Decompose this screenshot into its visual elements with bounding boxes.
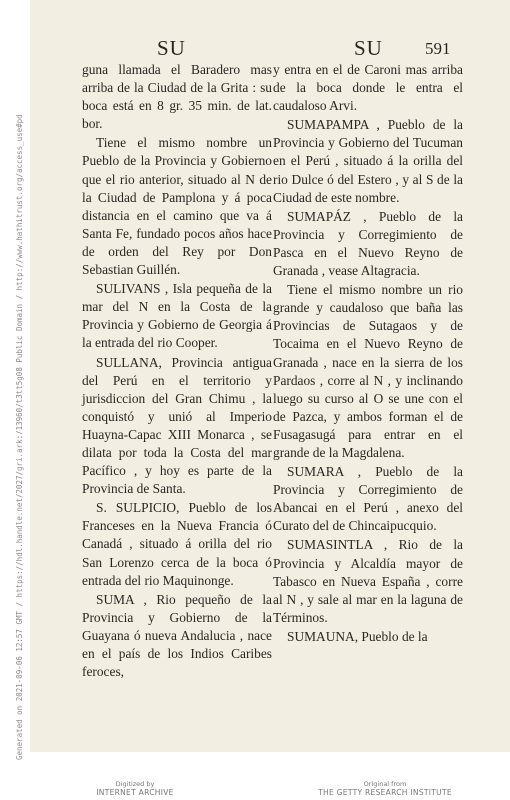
dictionary-paragraph: guna llamada el Baradero mas arriba de la Ciudad de la Grita : su boca está en 8 gr. 35 min. de lat. bor. bbox=[82, 62, 272, 132]
original-from-credit bbox=[310, 780, 460, 798]
getty-institute-label: THE GETTY RESEARCH INSTITUTE bbox=[318, 788, 452, 797]
dictionary-paragraph: SUMAPAMPA , Pueblo de la Provincia y Gobierno del Tucuman en el Perú , situado á la orilla del rio Dulce ó del Estero , y al S de la Ciudad de este nombre. bbox=[273, 117, 463, 205]
right-column bbox=[273, 61, 463, 647]
original-from-label: Original from bbox=[363, 780, 407, 788]
dictionary-paragraph: SUMAUNA, Pueblo de la bbox=[287, 628, 428, 644]
dictionary-paragraph: Tiene el mismo nombre un rio grande y caudaloso que baña las Provincias de Sutagaos y de Tocaima en el Nuevo Reyno de Granada , nace en la sierra de los Pardaos , corre al N , y inclinando luego su curso al O se une con el de Pazca, y ambos forman el de Fusagasugá para entrar en el grande de la Magdalena. bbox=[273, 282, 463, 460]
dictionary-paragraph: SULLANA, Provincia antigua del Perú en el territorio y jurisdiccion del Gran Chimu , la conquistó y unió al Imperio Huayna-Capac XIII Monarca , se dilata por toda la Costa del mar Pacífico , y hoy es parte de la Provincia de Santa. bbox=[82, 354, 272, 497]
running-head-right: SU bbox=[354, 36, 383, 60]
page-number: 591 bbox=[425, 39, 451, 58]
hathitrust-stamp bbox=[0, 114, 30, 790]
internet-archive-label: INTERNET ARCHIVE bbox=[96, 788, 174, 797]
dictionary-paragraph: S. SULPICIO, Pueblo de los Franceses en la Nueva Francia ó Canadá , situado á orilla del rio San Lorenzo cerca de la boca ó entrada del rio Maquinonge. bbox=[82, 500, 272, 588]
dictionary-paragraph: Tiene el mismo nombre un Pueblo de la Provincia y Gobierno que el rio anterior, situado al N de la Ciudad de Pamplona y á poca distancia en el camino que va á Santa Fe, fundado pocos años hace de orden del Rey por Don Sebastian Guillén. bbox=[82, 135, 272, 278]
digitized-by-label: Digitized by bbox=[115, 780, 155, 788]
running-head-left: SU bbox=[157, 36, 186, 60]
digitized-by-credit bbox=[80, 780, 190, 798]
left-column bbox=[82, 61, 272, 682]
dictionary-paragraph: SUMASINTLA , Rio de la Provincia y Alcaldía mayor de Tabasco en Nueva España , corre al N , y sale al mar en la laguna de Términos. bbox=[273, 537, 463, 625]
hathitrust-stamp-text: Generated on 2021-09-06 12:57 GMT / https://hdl.handle.net/2027/gri.ark:/13960/t3tt5g08 Public Domain / http://www.hathitrust.org/access_use#pd bbox=[15, 114, 24, 760]
dictionary-paragraph: SUMA , Rio pequeño de la Provincia y Gobierno de la Guayana ó nueva Andalucia , nace en el país de los Indios Caribes feroces, bbox=[82, 591, 272, 680]
dictionary-paragraph: y entra en el de Caroni mas arriba de la boca donde le entra el caudaloso Arvi. bbox=[273, 62, 463, 114]
dictionary-paragraph: SULIVANS , Isla pequeña de la mar del N en la Costa de la Provincia y Gobierno de Georgia á la entrada del rio Cooper. bbox=[82, 281, 272, 351]
dictionary-paragraph: SUMARA , Pueblo de la Provincia y Corregimiento de Abancai en el Perú , anexo del Curato del de Chincaipucquio. bbox=[273, 464, 463, 534]
dictionary-paragraph: SUMAPÁZ , Pueblo de la Provincia y Corregimiento de Pasca en el Nuevo Reyno de Granada , vease Altagracia. bbox=[273, 208, 463, 279]
